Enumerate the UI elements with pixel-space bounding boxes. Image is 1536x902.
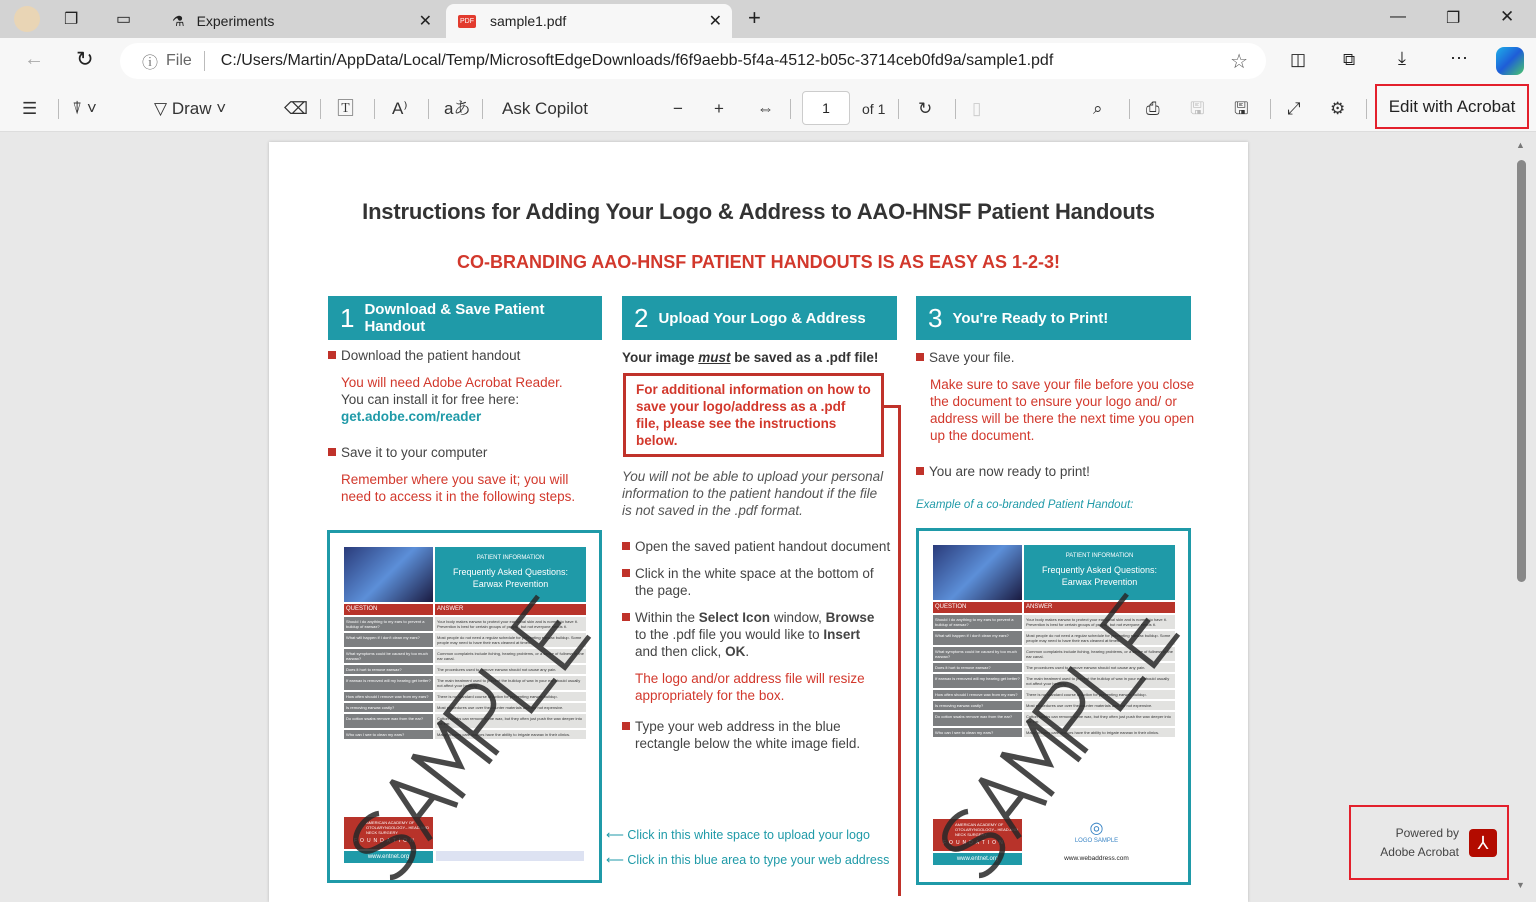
faq-answer: Common complaints include itching, hearing problems, or a sense of fullness in the ear canal.	[1024, 647, 1175, 661]
faq-row	[344, 676, 586, 690]
step-2-column	[622, 349, 896, 752]
instruction-text: You can install it for free here:	[341, 392, 520, 407]
downloads-icon[interactable]: ⤓	[1398, 48, 1406, 68]
bullet	[328, 351, 336, 359]
step-label: Download & Save Patient Handout	[364, 301, 545, 335]
acrobat-logo-icon: ⅄	[1469, 829, 1497, 857]
answer-header: ANSWER	[1024, 602, 1175, 613]
note-text: You will need Adobe Acrobat Reader.	[341, 375, 563, 390]
edit-with-acrobat-button[interactable]	[1375, 84, 1529, 129]
handout-photo	[933, 545, 1022, 600]
question-header: QUESTION	[344, 604, 433, 615]
save-icon[interactable]: 🖫	[1190, 99, 1205, 118]
step-number: 3	[928, 303, 943, 333]
refresh-button[interactable]: ↻	[76, 48, 94, 71]
instruction-item	[328, 444, 602, 461]
step-2-header	[622, 296, 897, 340]
address-bar[interactable]	[120, 43, 1266, 79]
minimize-button[interactable]: —	[1390, 8, 1406, 25]
faq-row	[344, 617, 586, 631]
note-text: Remember where you save it; you will need to access it in the following steps.	[341, 472, 576, 504]
answer-header: ANSWER	[435, 604, 586, 615]
read-aloud-icon[interactable]: A⁾	[392, 99, 408, 118]
bullet	[622, 569, 630, 577]
instruction-item	[328, 347, 602, 364]
draw-label: Draw	[171, 99, 212, 118]
faq-question: Who can I see to clean my ears?	[344, 730, 433, 739]
faq-answer: Many primary care doctors have the ability to irrigate earwax in their clinics.	[1024, 728, 1175, 737]
fullscreen-icon[interactable]: ⤢	[1287, 99, 1301, 118]
faq-answer: Most procedures use over the counter materials and are not expensive.	[1024, 701, 1175, 710]
faq-question: If earwax is removed will my hearing get better?	[933, 674, 1022, 688]
draw-icon: ▽	[154, 99, 168, 118]
text-box-icon[interactable]: 🅃	[337, 99, 354, 118]
faq-question: Do cotton swabs remove wax from the ear?	[344, 714, 433, 728]
connector-line	[898, 405, 901, 896]
sample-handout-thumbnail	[327, 530, 602, 883]
bullet	[328, 448, 336, 456]
scheme-label: File	[166, 52, 192, 69]
bullet	[622, 722, 630, 730]
zoom-in-button[interactable]: +	[714, 99, 724, 118]
profile-avatar[interactable]	[14, 6, 40, 32]
faq-question: What will happen if I don't clean my ears?	[344, 633, 433, 647]
handout-photo	[344, 547, 433, 602]
note-text: The logo and/or address file will resize appropriately for the box.	[635, 671, 865, 703]
arrow-web-hint: ⟵ Click in this blue area to type your web address	[606, 853, 890, 867]
additional-info-box: For additional information on how to save your logo/address as a .pdf file, please see the instructions below.	[623, 373, 884, 457]
powered-line1: Powered by	[1395, 825, 1459, 840]
bullet	[622, 542, 630, 550]
faq-answer: Most people do not need a regular schedule for preventing earwax buildup. Some people may need to have their ears cleaned at times.	[435, 633, 586, 647]
handout-header: PATIENT INFORMATION Frequently Asked Questions: Earwax Prevention	[1024, 545, 1175, 600]
close-window-button[interactable]: ✕	[1500, 7, 1515, 26]
back-button[interactable]: ←	[24, 48, 44, 70]
address-divider	[204, 51, 205, 71]
faq-row	[344, 703, 586, 712]
powered-by-acrobat[interactable]	[1349, 805, 1509, 880]
instruction-text: Open the saved patient handout document	[635, 539, 891, 554]
info-icon[interactable]: ⓘ	[142, 54, 159, 72]
eraser-icon[interactable]: ⌫	[284, 99, 309, 118]
faq-answer: Your body makes earwax to protect your ear canal skin and is normal to have it. Prevention is best for certain groups of people, but not everyone needs it.	[435, 617, 586, 631]
faq-row	[933, 674, 1175, 688]
instruction-text: Save your file.	[929, 350, 1015, 365]
instruction-text: Type your web address in the blue rectangle below the white image field.	[635, 719, 861, 751]
faq-question: What symptoms could be caused by too much earwax?	[344, 649, 433, 663]
web-address: www.webaddress.com	[1064, 855, 1129, 862]
faq-question: What will happen if I don't clean my ears?	[933, 631, 1022, 645]
faq-question: Is removing earwax costly?	[933, 701, 1022, 710]
tab-label: sample1.pdf	[490, 13, 567, 29]
entnet-site: www.entnet.org	[344, 851, 433, 863]
instruction-item	[622, 609, 886, 660]
new-tab-button[interactable]: +	[748, 5, 761, 30]
entnet-site: www.entnet.org	[933, 853, 1022, 865]
page-number-input[interactable]: 1	[802, 91, 850, 125]
faq-row	[344, 665, 586, 674]
faq-row	[344, 692, 586, 701]
page-view-icon[interactable]: ▯	[972, 99, 982, 118]
save-as-icon[interactable]: 🖫	[1234, 99, 1249, 118]
handout-header: PATIENT INFORMATION Frequently Asked Questions: Earwax Prevention	[435, 547, 586, 602]
faq-row	[933, 631, 1175, 645]
faq-row	[933, 701, 1175, 710]
faq-answer: Most procedures use over the counter materials and are not expensive.	[435, 703, 586, 712]
document-title: Instructions for Adding Your Logo & Address to AAO-HNSF Patient Handouts	[362, 199, 1155, 224]
handout-body	[933, 545, 1175, 737]
faq-answer: There is no standard course of action for preventing earwax buildup.	[1024, 690, 1175, 699]
faq-row	[344, 730, 586, 739]
page-count: of 1	[862, 101, 886, 117]
instruction-text: Click in the white space at the bottom of the page.	[635, 566, 874, 598]
instruction-item	[622, 565, 886, 599]
faq-answer: Your body makes earwax to protect your ear canal skin and is normal to have it. Prevention is best for certain groups of people, but not everyone needs it.	[1024, 615, 1175, 629]
contents-icon[interactable]: ☰	[22, 99, 38, 118]
edit-with-acrobat-label: Edit with Acrobat	[1388, 96, 1516, 116]
bullet	[916, 353, 924, 361]
aao-foundation-logo: AMERICAN ACADEMY OF OTOLARYNGOLOGY– HEAD AND NECK SURGERY FOUNDATION	[344, 817, 433, 849]
ask-copilot-button[interactable]: Ask Copilot	[502, 99, 588, 118]
bullet	[916, 467, 924, 475]
settings-gear-icon[interactable]: ⚙	[1330, 99, 1346, 118]
faq-question: Should I do anything to my ears to prevent a buildup of earwax?	[933, 615, 1022, 629]
step-1-header	[328, 296, 602, 340]
url-text[interactable]: C:/Users/Martin/AppData/Local/Temp/MicrosoftEdgeDownloads/f6f9aebb-5f4a-4512-b05c-3714ceb0fd9a/sample1.pdf	[220, 52, 1054, 69]
close-tab-icon[interactable]: ✕	[708, 13, 722, 30]
example-caption: Example of a co-branded Patient Handout:	[916, 499, 1134, 511]
faq-answer: Common complaints include itching, hearing problems, or a sense of fullness in the ear canal.	[435, 649, 586, 663]
arrow-logo-hint: ⟵ Click in this white space to upload your logo	[606, 828, 870, 842]
print-icon[interactable]: ⎙	[1146, 99, 1160, 118]
split-screen-icon[interactable]: ◫	[1290, 50, 1307, 69]
zoom-out-button[interactable]: −	[673, 99, 683, 118]
translate-icon[interactable]: aあ	[444, 99, 471, 118]
step-1-column	[328, 347, 602, 505]
faq-row	[933, 647, 1175, 661]
restore-button[interactable]: ❐	[1446, 10, 1461, 27]
faq-row	[933, 615, 1175, 629]
document-subtitle: CO-BRANDING AAO-HNSF PATIENT HANDOUTS IS AS EASY AS 1-2-3!	[456, 252, 1061, 272]
adobe-reader-link[interactable]: get.adobe.com/reader	[341, 409, 482, 424]
instruction-item	[622, 538, 896, 555]
highlight-icon[interactable]: ⍒ ˅	[72, 99, 97, 118]
faq-row	[344, 633, 586, 647]
tab-experiments[interactable]	[166, 4, 442, 38]
faq-question: What symptoms could be caused by too much earwax?	[933, 647, 1022, 661]
note-text: Make sure to save your file before you close the document to ensure your logo and/ or address will be there the next time you open up the document.	[930, 377, 1195, 443]
powered-line2: Adobe Acrobat	[1380, 844, 1459, 859]
logo-sample-icon: ◎	[1089, 820, 1104, 837]
must-pdf-text: Your image must be saved as a .pdf file!	[622, 350, 879, 365]
faq-answer: Most people do not need a regular schedule for preventing earwax buildup. Some people may need to have their ears cleaned at times.	[1024, 631, 1175, 645]
faq-answer: There is no standard course of action for preventing earwax buildup.	[435, 692, 586, 701]
faq-row	[933, 728, 1175, 737]
tab-sample-pdf[interactable]	[446, 4, 732, 38]
scrollbar-thumb[interactable]	[1517, 160, 1526, 582]
search-icon[interactable]: ⌕	[1093, 99, 1103, 118]
favorite-star-icon[interactable]: ☆	[1230, 50, 1248, 73]
instruction-text: You are now ready to print!	[929, 464, 1090, 479]
question-header: QUESTION	[933, 602, 1022, 613]
faq-question: Should I do anything to my ears to prevent a buildup of earwax?	[344, 617, 433, 631]
instruction-text: Save it to your computer	[341, 445, 488, 460]
step-3-column	[916, 349, 1196, 512]
cobranded-handout-thumbnail	[916, 528, 1191, 885]
flask-icon: ⚗	[172, 12, 185, 29]
step-label: You're Ready to Print!	[952, 309, 1109, 327]
faq-answer: Cotton swabs can remove some wax, but they often just push the wax deeper into the ear.	[1024, 712, 1175, 726]
faq-answer: The procedures used to remove earwax should not cause any pain.	[1024, 663, 1175, 672]
faq-row	[344, 714, 586, 728]
faq-answer: Many primary care doctors have the ability to irrigate earwax in their clinics.	[435, 730, 586, 739]
faq-question: Who can I see to clean my ears?	[933, 728, 1022, 737]
faq-row	[344, 649, 586, 663]
bullet	[622, 613, 630, 621]
faq-question: Is removing earwax costly?	[344, 703, 433, 712]
step-label: Upload Your Logo & Address	[658, 309, 866, 327]
faq-answer: The main treatment used to prevent the buildup of wax in your ear should usually not affect your hearing.	[435, 676, 586, 690]
instruction-text: Download the patient handout	[341, 348, 521, 363]
faq-question: Do cotton swabs remove wax from the ear?	[933, 712, 1022, 726]
faq-answer: The procedures used to remove earwax should not cause any pain.	[435, 665, 586, 674]
instruction-item	[622, 718, 886, 752]
aao-foundation-logo: AMERICAN ACADEMY OF OTOLARYNGOLOGY– HEAD AND NECK SURGERY FOUNDATION	[933, 819, 1022, 851]
step-number: 2	[634, 303, 649, 333]
draw-button[interactable]: ▽ Draw ˅	[154, 99, 227, 118]
scroll-down-button[interactable]: ▼	[1516, 880, 1525, 890]
workspaces-icon[interactable]: ❐	[64, 11, 79, 28]
faq-question: How often should I remove wax from my ears?	[933, 690, 1022, 699]
vertical-tabs-icon[interactable]: ▭	[116, 11, 132, 28]
instruction-item	[916, 463, 1196, 480]
faq-row	[933, 712, 1175, 726]
instruction-text: Within the Select Icon window, Browse to the .pdf file you would like to Insert and then click, OK.	[635, 610, 875, 659]
web-address-field[interactable]	[436, 851, 584, 861]
faq-question: How often should I remove wax from my ears?	[344, 692, 433, 701]
scroll-up-button[interactable]: ▲	[1516, 140, 1525, 150]
collections-icon[interactable]: ⧉	[1343, 50, 1356, 69]
faq-row	[933, 663, 1175, 672]
instruction-item	[916, 349, 1196, 366]
faq-row	[933, 690, 1175, 699]
close-tab-icon[interactable]: ✕	[418, 13, 432, 30]
faq-question: Does it hurt to remove earwax?	[933, 663, 1022, 672]
faq-question: If earwax is removed will my hearing get better?	[344, 676, 433, 690]
tab-label: Experiments	[196, 13, 275, 29]
copilot-icon[interactable]	[1496, 47, 1524, 75]
rotate-icon[interactable]: ↻	[918, 99, 933, 118]
more-menu-icon[interactable]: ⋯	[1450, 48, 1468, 68]
faq-answer: Cotton swabs can remove some wax, but they often just push the wax deeper into the ear.	[435, 714, 586, 728]
fit-page-icon[interactable]: ⇔	[757, 99, 774, 118]
handout-body	[344, 547, 586, 739]
note-text: You will not be able to upload your personal information to the patient handout if the file is not saved in the .pdf format.	[622, 469, 884, 518]
step-number: 1	[340, 303, 355, 333]
step-3-header	[916, 296, 1191, 340]
faq-answer: The main treatment used to prevent the buildup of wax in your ear should usually not affect your hearing.	[1024, 674, 1175, 688]
pdf-icon: PDF	[458, 15, 476, 28]
logo-sample: ◎ LOGO SAMPLE	[1024, 820, 1169, 845]
faq-question: Does it hurt to remove earwax?	[344, 665, 433, 674]
